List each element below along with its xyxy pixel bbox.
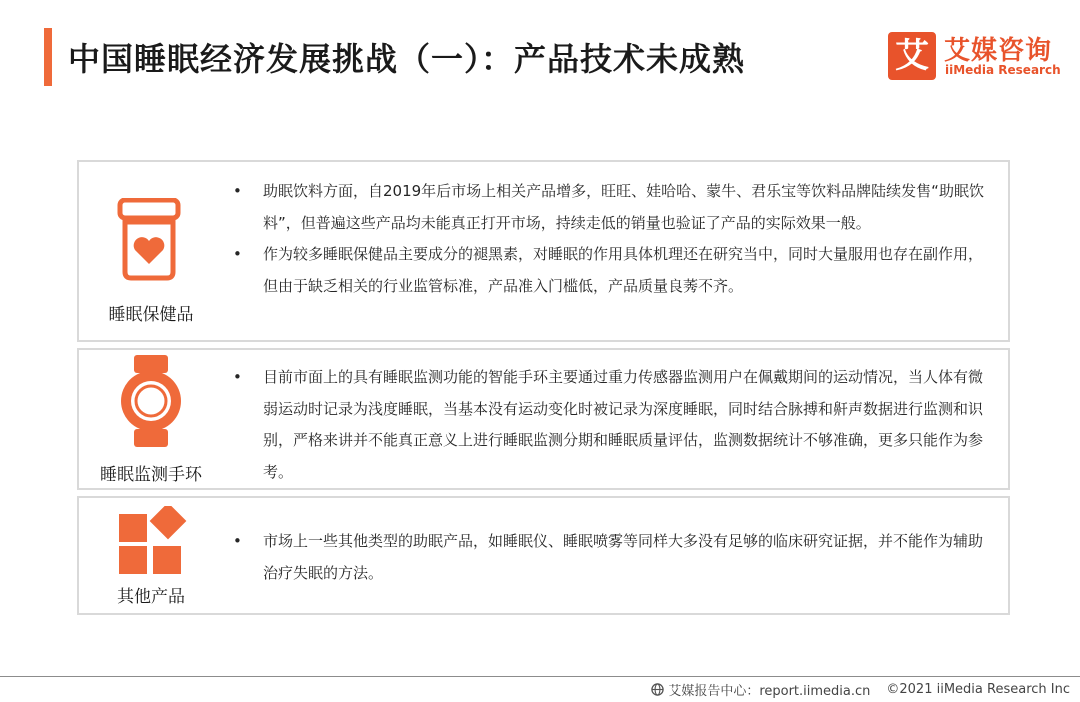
bullet-dot: • xyxy=(233,245,242,263)
logo-name-cn: 艾媒咨询 xyxy=(944,36,1053,66)
list-item xyxy=(227,526,994,589)
supplement-bottle-heart-icon xyxy=(117,198,181,282)
bullet-dot: • xyxy=(233,368,242,386)
footer-copyright: ©2021 iiMedia Research Inc xyxy=(886,682,1070,697)
section-icon-box xyxy=(79,498,223,613)
bullet-list xyxy=(227,526,994,589)
logo-name-en: iiMedia Research xyxy=(945,63,1061,77)
section-label: 其他产品 xyxy=(117,587,185,607)
footer-divider xyxy=(0,676,1080,677)
bullet-list xyxy=(227,176,994,302)
section-supplements xyxy=(77,160,1010,342)
apps-grid-icon xyxy=(117,506,187,576)
footer xyxy=(651,680,1070,699)
logo-mark-icon: 艾 xyxy=(888,32,936,80)
bullet-text: 助眠饮料方面，自2019年后市场上相关产品增多，旺旺、娃哈哈、蒙牛、君乐宝等饮料品牌陆续发售“助眠饮料”，但普遍这些产品均未能真正打开市场，持续走低的销量也验证了产品的实际效果一般。 xyxy=(263,182,984,232)
section-label: 睡眠保健品 xyxy=(108,305,194,325)
footer-source: 艾媒报告中心：report.iimedia.cn xyxy=(668,684,871,699)
brand-logo xyxy=(888,32,1061,82)
list-item xyxy=(227,239,994,302)
section-sleep-band xyxy=(77,348,1010,490)
bullet-text: 市场上一些其他类型的助眠产品，如睡眠仪、睡眠喷雾等同样大多没有足够的临床研究证据，并不能作为辅助治疗失眠的方法。 xyxy=(263,532,984,582)
title-accent-bar xyxy=(44,28,52,86)
bullet-text: 目前市面上的具有睡眠监测功能的智能手环主要通过重力传感器监测用户在佩戴期间的运动情况，当人体有微弱运动时记录为浅度睡眠，当基本没有运动变化时被记录为深度睡眠，同时结合脉搏和鼾声数据进行监测和识别，严格来讲并不能真正意义上进行睡眠监测分期和睡眠质量评估，监测数据统计不够准确，更多只能作为参考。 xyxy=(263,368,984,481)
bullet-list xyxy=(227,362,994,488)
section-icon-box xyxy=(79,350,223,488)
globe-icon xyxy=(651,683,664,696)
smartwatch-icon xyxy=(119,354,183,448)
list-item xyxy=(227,362,994,488)
section-other-products xyxy=(77,496,1010,615)
section-label: 睡眠监测手环 xyxy=(100,465,202,485)
list-item xyxy=(227,176,994,239)
page-title: 中国睡眠经济发展挑战（一）：产品技术未成熟 xyxy=(68,40,746,78)
section-icon-box xyxy=(79,162,223,340)
bullet-dot: • xyxy=(233,532,242,550)
bullet-dot: • xyxy=(233,182,242,200)
bullet-text: 作为较多睡眠保健品主要成分的褪黑素，对睡眠的作用具体机理还在研究当中，同时大量服用也存在副作用，但由于缺乏相关的行业监管标准，产品准入门槛低，产品质量良莠不齐。 xyxy=(263,245,984,295)
